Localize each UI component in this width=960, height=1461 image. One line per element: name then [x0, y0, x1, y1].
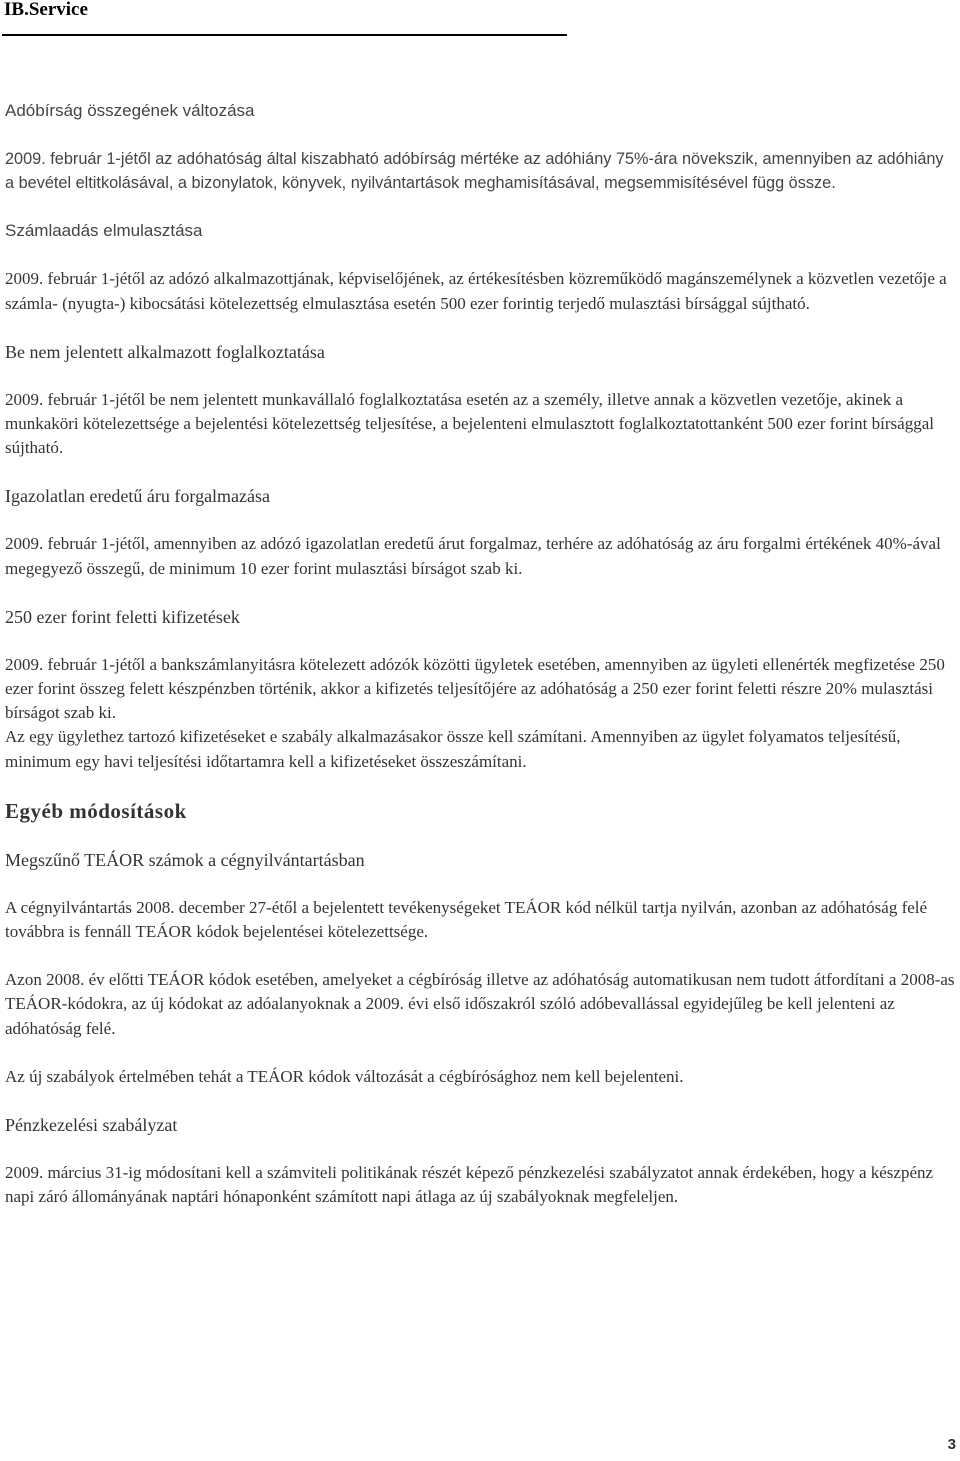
section-text-kifizetesek-2: Az egy ügylethez tartozó kifizetéseket e szabály alkalmazásakor össze kell számítani. Amennyiben az ügylet folyamatos teljesítésű, minimum egy havi teljesítési időtartamra kell a kifizetéseket összeszámítani. [5, 727, 901, 771]
section-heading-adobirsag: Adóbírság összegének változása [5, 101, 255, 120]
section-heading-igazolatlan: Igazolatlan eredetű áru forgalmazása [5, 486, 271, 507]
section-text-teaor-1: A cégnyilvántartás 2008. december 27-étől a bejelentett tevékenységeket TEÁOR kód nélkül tartja nyilván, azonban az adóhatóság felé továbbra is fennáll TEÁOR kódok bejelentései kötelezettsége. [5, 897, 928, 942]
section-heading-teaor: Megszűnő TEÁOR számok a cégnyilvántartásban [5, 849, 365, 870]
section-text-szamlaadas: 2009. február 1-jétől az adózó alkalmazottjának, képviselőjének, az értékesítésben közreműködő magánszemélynek a közvetlen vezetője a számla- (nyugta-) kibocsátási kötelezettség elmulasztása esetén 500 ezer forintig terjedő mulasztási bírsággal sújtható. [5, 269, 947, 313]
section-text-igazolatlan: 2009. február 1-jétől, amennyiben az adózó igazolatlan eredetű árut forgalmaz, terhére az adóhatóság az áru forgalmi értékének 40%-ával megegyező összegű, de minimum 10 ezer forint mulasztási bírságot szab ki. [5, 534, 941, 578]
section-text-teaor-2: Azon 2008. év előtti TEÁOR kódok esetében, amelyeket a cégbíróság illetve az adóhatóság automatikusan nem tudott átfordítani a 2008-as TEÁOR-kódokra, az új kódokat az adóalanyoknak a 2009. évi első időszakról szóló adóbevallással egyidejűleg be kell jelenteni az adóhatóság felé. [5, 970, 955, 1038]
section-text-kifizetesek-1: 2009. február 1-jétől a bankszámlanyitásra kötelezett adózók közötti ügyletek esetében, amennyiben az ügyleti ellenérték megfizetése 250 ezer forint összeg felett készpénzben történik, akkor a kifizetés teljesítőjére az adóhatóság a 250 ezer forint feletti részre 20% mulasztási bírságot szab ki. [5, 654, 945, 723]
section-heading-penzkezelesi: Pénzkezelési szabályzat [5, 1115, 178, 1136]
section-text-adobirsag: 2009. február 1-jétől az adóhatóság által kiszabható adóbírság mértéke az adóhiány 75%-ára növekszik, amennyiben az adóhiány a bevétel eltitkolásával, a bizonylatok, könyvek, nyilvántartások meghamisításával, megsemmisítésével függ össze. [5, 150, 944, 193]
section-heading-kifizetesek: 250 ezer forint feletti kifizetések [5, 606, 240, 627]
brand-title: IB.Service [4, 0, 88, 20]
section-text-be-nem-jelentett: 2009. február 1-jétől be nem jelentett munkavállaló foglalkoztatása esetén az a személy, illetve annak a közvetlen vezetője, akinek a munkaköri kötelezettsége a bejelentési kötelezettség teljesítése, a bejelenteni elmulasztott foglalkoztatottanként 500 ezer forint bírsággal sújtható. [5, 389, 934, 458]
section-heading-szamlaadas: Számlaadás elmulasztása [5, 221, 203, 241]
section-heading-be-nem-jelentett: Be nem jelentett alkalmazott foglalkoztatása [5, 341, 325, 362]
section-text-penzkezelesi: 2009. március 31-ig módosítani kell a számviteli politikának részét képező pénzkezelési szabályzatot annak érdekében, hogy a készpénz napi záró állományának naptári hónaponként számított napi átlaga az új szabályoknak megfeleljen. [5, 1163, 934, 1207]
page-number: 3 [947, 1436, 956, 1453]
document-body [5, 99, 957, 1209]
section-text-teaor-3: Az új szabályok értelmében tehát a TEÁOR kódok változását a cégbírósághoz nem kell bejelenteni. [5, 1066, 684, 1086]
header-divider [2, 34, 567, 36]
section-title-egyeb: Egyéb módosítások [5, 798, 187, 823]
